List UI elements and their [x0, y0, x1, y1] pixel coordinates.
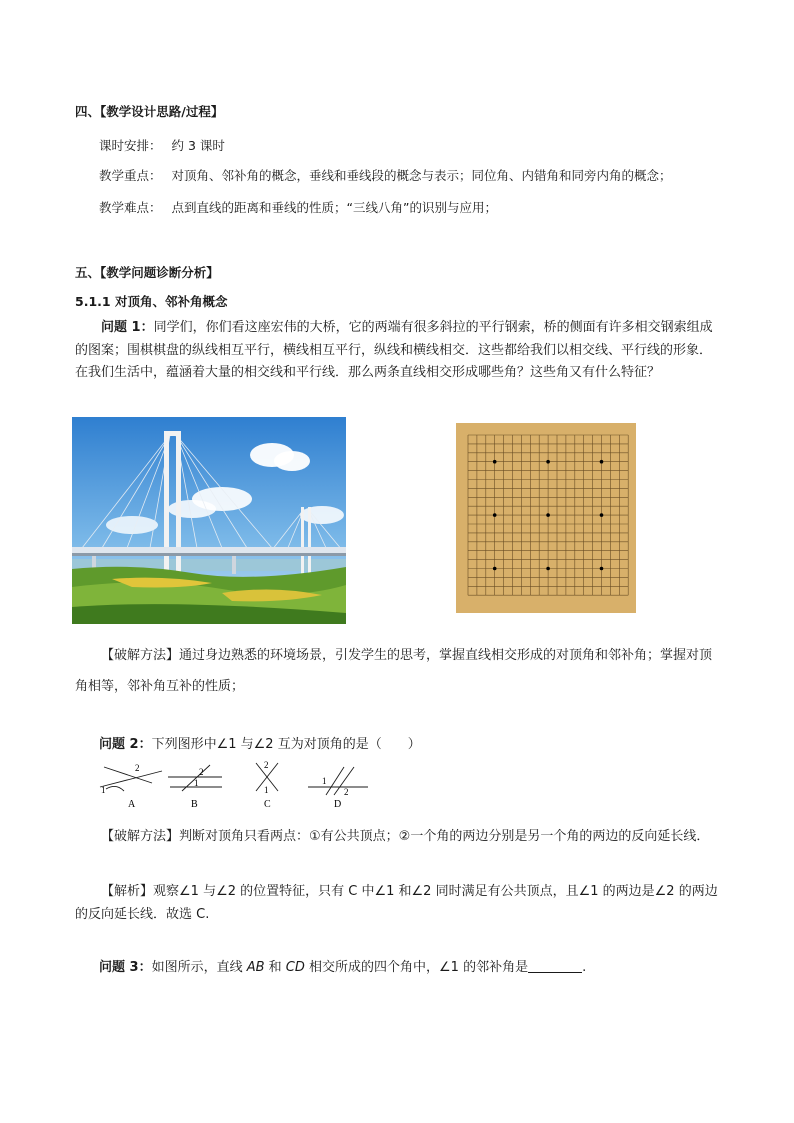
- section4-heading: 四、【教学设计思路/过程】: [75, 104, 224, 119]
- method1-text: 通过身边熟悉的环境场景，引发学生的思考，掌握直线相交形成的对顶角和邻补角；掌握对顶角相等，邻补角互补的性质；: [75, 648, 713, 694]
- q3-cd: CD: [285, 960, 305, 975]
- q1-label: 问题 1：: [101, 320, 154, 335]
- focus-row: [99, 166, 672, 184]
- analysis-text: 观察∠1 与∠2 的位置特征，只有 C 中∠1 和∠2 同时满足有公共顶点，且∠1 的两边是∠2 的两边的反向延长线．故选 C.: [75, 884, 718, 922]
- star-point: [493, 460, 497, 464]
- method2-text: 判断对顶角只看两点：①有公共顶点；②一个角的两边分别是另一个角的两边的反向延长线．: [179, 829, 710, 844]
- option-a-angle-2: 2: [135, 763, 140, 773]
- analysis-label: 【解析】: [101, 884, 154, 899]
- method-2: [75, 822, 725, 852]
- star-point: [493, 513, 497, 517]
- option-c-label: C: [264, 799, 271, 809]
- option-c-angle-1: 1: [264, 785, 269, 795]
- difficulty-row: [99, 198, 497, 216]
- focus-label: 教学重点：: [99, 168, 162, 183]
- schedule-label: 课时安排：: [99, 138, 162, 153]
- star-point: [546, 513, 550, 517]
- method1-label: 【破解方法】: [101, 648, 180, 663]
- bridge-photo: [72, 417, 346, 624]
- go-board: [456, 423, 636, 613]
- star-point: [546, 567, 550, 571]
- q3-text-a: 如图所示，直线: [151, 960, 247, 975]
- schedule-value: 约 3 课时: [171, 138, 225, 153]
- method2-label: 【破解方法】: [101, 829, 180, 844]
- star-point: [493, 567, 497, 571]
- star-point: [600, 513, 604, 517]
- star-point: [600, 460, 604, 464]
- option-b-angle-2: 2: [199, 767, 204, 777]
- q3-label: 问题 3：: [99, 960, 152, 975]
- q3-end: .: [582, 960, 587, 975]
- option-d-figure: [308, 767, 368, 795]
- analysis: [75, 880, 725, 926]
- option-b-label: B: [191, 799, 198, 809]
- section5-heading: 五、【教学问题诊断分析】: [75, 265, 219, 280]
- q1-text: 同学们，你们看这座宏伟的大桥，它的两端有很多斜拉的平行钢索，桥的侧面有许多相交钢索组成的图案；围棋棋盘的纵线相互平行，横线相互平行，纵线和横线相交．这些都给我们以相交线、平行线的形象．在我们生活中，蕴涵着大量的相交线和平行线．那么两条直线相交形成哪些角？这些角又有什么特征？: [75, 320, 713, 380]
- question-3: [99, 956, 586, 975]
- focus-value: 对顶角、邻补角的概念，垂线和垂线段的概念与表示；同位角、内错角和同旁内角的概念；: [171, 168, 672, 183]
- star-point: [600, 567, 604, 571]
- difficulty-label: 教学难点：: [99, 200, 162, 215]
- star-point: [546, 460, 550, 464]
- question-1: [75, 317, 723, 385]
- q2-text: 下列图形中∠1 与∠2 互为对顶角的是（ ）: [151, 737, 421, 752]
- option-d-label: D: [334, 799, 342, 809]
- q3-ab: AB: [246, 960, 265, 975]
- answer-blank: [528, 960, 582, 973]
- q2-label: 问题 2：: [99, 737, 152, 752]
- option-c-angle-2: 2: [264, 760, 269, 770]
- q3-text-c: 相交所成的四个角中，∠1 的邻补角是: [304, 960, 529, 975]
- option-a-label: A: [128, 799, 136, 809]
- option-b-angle-1: 1: [194, 778, 199, 788]
- option-d-angle-1: 1: [322, 776, 327, 786]
- option-a-angle-1: 1: [101, 785, 106, 795]
- schedule-row: [99, 136, 225, 154]
- q3-text-b: 和: [264, 960, 286, 975]
- angle-options-figure: [98, 757, 378, 809]
- option-d-angle-2: 2: [344, 787, 349, 797]
- option-a-figure: [100, 767, 162, 791]
- difficulty-value: 点到直线的距离和垂线的性质；“三线八角”的识别与应用；: [171, 200, 497, 215]
- method-1: [75, 640, 725, 702]
- subsection-heading: 5.1.1 对顶角、邻补角概念: [75, 294, 228, 309]
- question-2: [99, 733, 421, 752]
